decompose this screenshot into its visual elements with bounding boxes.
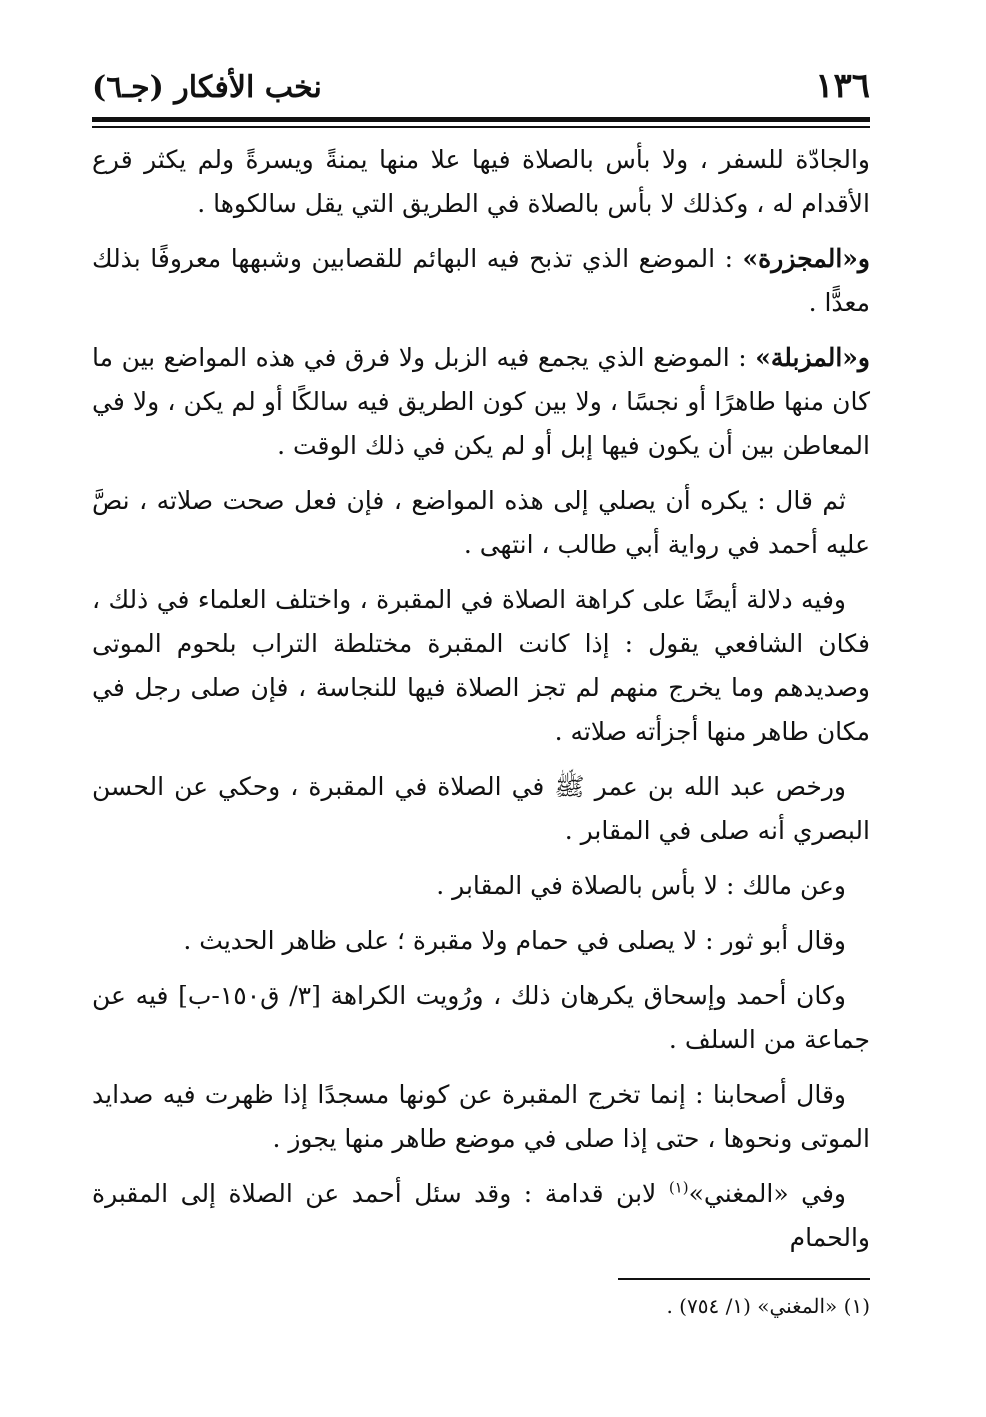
paragraph-text: لابن قدامة : وقد سئل أحمد عن الصلاة إلى المقبرة والحمام xyxy=(92,1179,870,1252)
header-rule-thick xyxy=(92,117,870,122)
paragraph: وقال أبو ثور : لا يصلى في حمام ولا مقبرة ؛ على ظاهر الحديث . xyxy=(183,926,846,955)
paragraph: ثم قال : يكره أن يصلي إلى هذه المواضع ، فإن فعل صحت صلاته ، نصَّ عليه أحمد في رواية أبي طالب ، انتهى . xyxy=(92,486,870,559)
paragraph-text: وفي «المغني» xyxy=(688,1179,847,1208)
defined-term: و«المزبلة» xyxy=(755,343,870,372)
footnote-reference[interactable]: (١) xyxy=(668,1178,689,1197)
footnote: (١) «المغني» (١/ ٧٥٤) . xyxy=(666,1294,870,1318)
paragraph: والجادّة للسفر ، ولا بأس بالصلاة فيها علا منها يمنةً ويسرةً ولم يكثر قرع الأقدام له ، وكذلك لا بأس بالصلاة في الطريق التي يقل سالكوها . xyxy=(92,145,870,218)
footnote-separator xyxy=(618,1278,870,1280)
paragraph: ورخص عبد الله بن عمر ﷺ في الصلاة في المقبرة ، وحكي عن الحسن البصري أنه صلى في المقابر . xyxy=(92,772,870,845)
header-rule-thin xyxy=(92,126,870,128)
defined-term: و«المجزرة» xyxy=(742,244,870,273)
running-title: نخب الأفكار (جـ٦) xyxy=(92,70,322,105)
paragraph: وفيه دلالة أيضًا على كراهة الصلاة في المقبرة ، واختلف العلماء في ذلك ، فكان الشافعي يقول : إذا كانت المقبرة مختلطة التراب بلحوم الموتى وصديدهم وما يخرج منهم لم تجز الصلاة فيها للنجاسة ، فإن صلى رجل في مكان طاهر منها أجزأته صلاته . xyxy=(92,585,870,746)
page-number: ١٣٦ xyxy=(815,66,870,106)
paragraph: وقال أصحابنا : إنما تخرج المقبرة عن كونها مسجدًا إذا ظهرت فيه صدايد الموتى ونحوها ، حتى إذا صلى في موضع طاهر منها يجوز . xyxy=(92,1080,870,1153)
paragraph-text: : الموضع الذي يجمع فيه الزبل ولا فرق في هذه المواضع بين ما كان منها طاهرًا أو نجسًا ، ولا بين كون الطريق فيه سالكًا أو لم يكن ، ولا في المعاطن بين أن يكون فيها إبل أو لم يكن في ذلك الوقت . xyxy=(92,343,870,460)
page-header xyxy=(92,64,870,116)
body-text xyxy=(92,138,870,1271)
paragraph xyxy=(92,237,870,325)
paragraph: وكان أحمد وإسحاق يكرهان ذلك ، ورُويت الكراهة [٣/ ق١٥٠-ب] فيه عن جماعة من السلف . xyxy=(92,981,870,1054)
paragraph xyxy=(92,1172,870,1260)
paragraph: وعن مالك : لا بأس بالصلاة في المقابر . xyxy=(436,871,846,900)
paragraph xyxy=(92,336,870,468)
paragraph-text: : الموضع الذي تذبح فيه البهائم للقصابين وشبهها معروفًا بذلك معدًّا . xyxy=(92,244,870,317)
